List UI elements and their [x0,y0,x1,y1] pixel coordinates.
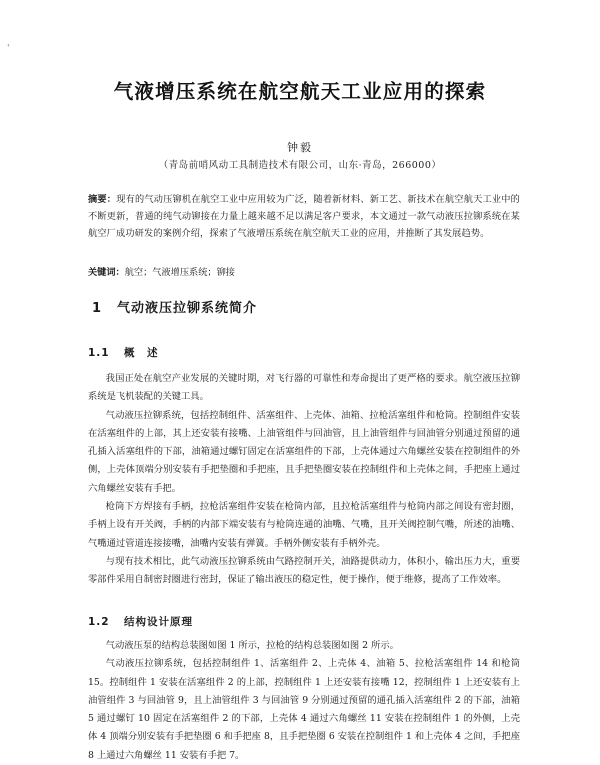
section-1-number: 1 [92,301,103,316]
paragraph: 我国正处在航空产业发展的关键时期，对飞行器的可靠性和寿命提出了更严格的要求。航空液压拉铆系统是飞机装配的关键工具。 [88,373,520,403]
abstract-label: 摘要： [88,194,117,205]
section-1-title: 气动液压拉铆系统简介 [117,301,258,316]
keywords-text: 航空；气液增压系统；铆接 [124,267,235,278]
paragraph: 枪筒下方焊接有手柄，拉枪活塞组件安装在枪筒内部，且拉枪活塞组件与枪筒内部之间设有密封圈，手柄上设有开关阀，手柄的内部下端安装有与枪筒连通的油嘴、气嘴，且开关阀控制气嘴，所述的油嘴、气嘴通过管道连接接嘴，油嘴内安装有弹簧。手柄外侧安装有手柄外壳。 [88,501,520,549]
paragraph: 气动液压拉铆系统，包括控制组件、活塞组件、上壳体、油箱、拉枪活塞组件和枪筒。控制组件安装在活塞组件的上部，其上还安装有接嘴、上油管组件与回油管，且上油管组件与回油管分别通过预留的通孔插入活塞组件的下部，油箱通过螺钉固定在活塞组件的下部，上壳体通过六角螺丝安装在控制组件的外侧，上壳体顶端分别安装有手把垫圈和手把座，且手把垫圈安装在控制组件和上壳体之间，手把座上通过六角螺丝安装有手把。 [88,409,520,494]
paragraph: 气动液压拉铆系统，包括控制组件 1、活塞组件 2、上壳体 4、油箱 5、拉枪活塞组件 14 和枪筒 15。控制组件 1 安装在活塞组件 2 的上部，控制组件 1 上还安装有接嘴 12，控制组件 1 上还安装有上油管组件 3 与回油管 9，且上油管组件 3 与回油管 9 分别通过预留的通孔插入活塞组件 2 的下部，油箱 5 通过螺钉 10 固定在活塞组件 2 的下部，上壳体 4 通过六角螺丝 11 安装在控制组件 1 的外侧，上壳体 4 顶端分别安装有手把垫圈 6 和手把座 8，且手把垫圈 6 安装在控制组件 1 和上壳体 4 之间，手把座 8 上通过六角螺丝 11 安装有手把 7。 [88,658,520,761]
author-name: 钟毅 [287,141,313,154]
section-1-1-number: 1.1 [88,347,110,359]
keywords [88,264,520,278]
section-1-2-number: 1.2 [88,616,110,628]
keywords-label: 关键词： [88,267,125,278]
section-1-1-heading [88,345,159,360]
section-1-heading [92,297,257,316]
paragraph: 与现有技术相比，此气动液压拉铆系统由气路控制开关，油路提供动力，体积小，输出压力大，重要零部件采用自制密封圈进行密封，保证了输出液压的稳定性，便于操作，便于维修，提高了工作效率。 [88,555,520,586]
paper-title: 气液增压系统在航空航天工业应用的探索 [113,80,487,103]
section-1-2-heading [88,614,193,629]
paragraph: 气动液压泵的结构总装图如图 1 所示，拉枪的结构总装图如图 2 所示。 [105,640,399,651]
abstract-text: 现有的气动压铆机在航空工业中应用较为广泛，随着新材料、新工艺、新技术在航空航天工业中的不断更新，普通的纯气动铆接在力量上越来越不足以满足客户要求，本文通过一款气动液压拉铆系统在某航空厂成功研发的案例介绍，探索了气液增压系统在航空航天工业的应用，并推断了其发展趋势。 [88,194,521,239]
abstract [88,191,520,242]
section-1-1-body [88,370,520,590]
section-1-2-body [88,637,520,765]
section-1-2-title: 结构设计原理 [124,616,193,628]
page-mark: ' [7,44,10,54]
section-1-1-title: 概 述 [124,347,159,359]
author-affiliation: （青岛前哨风动工具制造技术有限公司，山东·青岛，266000） [158,160,442,171]
